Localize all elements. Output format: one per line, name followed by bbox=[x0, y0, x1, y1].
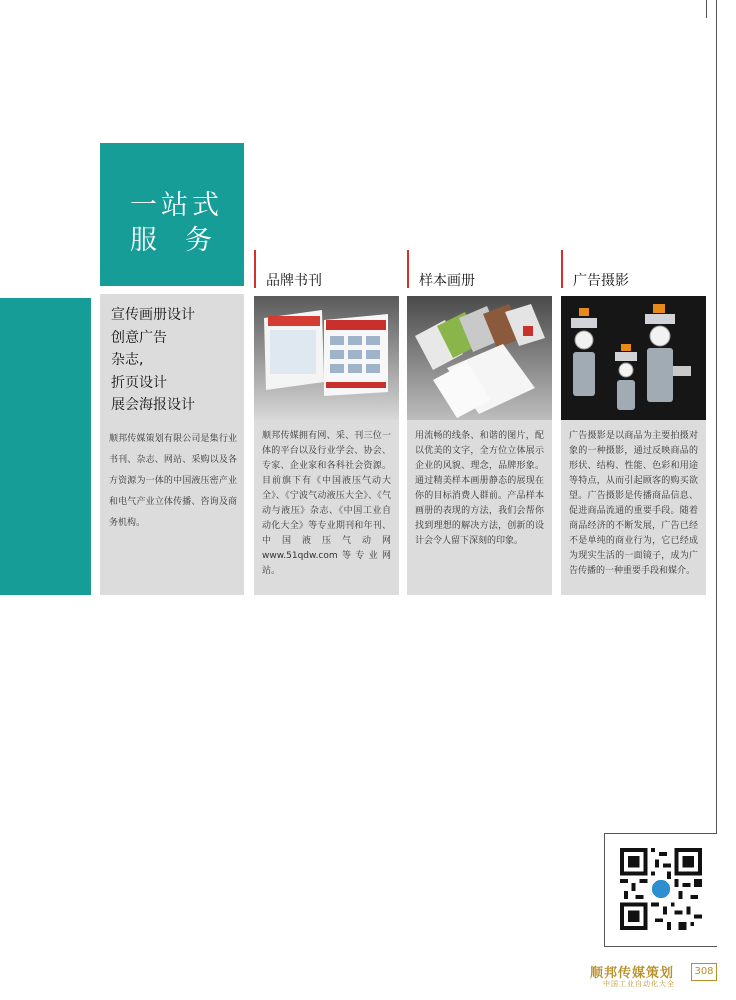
column-label: 品牌书刊 bbox=[266, 273, 322, 289]
card-text: 用流畅的线条、和谐的图片，配以优美的文字，全方位立体展示企业的风貌、理念，品牌形象。通过精美样本画册静态的展现在你的目标消费人群前。产品样本画册的表现的方法，我们会帮你找到理想的解决方法，创新的设计会令人留下深刻的印象。 bbox=[415, 431, 544, 546]
card-text: 广告摄影是以商品为主要拍摄对象的一种摄影，通过反映商品的形状、结构、性能、色彩和用途等特点，从而引起顾客的购买欲望。广告摄影是传播商品信息、促进商品流通的重要手段。随着商品经济的不断发展，广告已经不是单纯的商业行为，它已经成为现实生活的一面镜子，成为广告传播的一种重要手段和媒介。 bbox=[569, 431, 698, 576]
intro-column bbox=[100, 294, 244, 595]
service-item: 宣传画册设计 bbox=[111, 307, 195, 323]
title-line-1: 一站式 bbox=[130, 190, 223, 221]
service-item: 杂志, bbox=[111, 352, 144, 368]
header-accent-bar bbox=[561, 250, 563, 288]
brand-books-photo bbox=[254, 296, 399, 420]
column-header-sample-brochure bbox=[407, 250, 552, 290]
ad-photography-photo bbox=[561, 296, 706, 420]
footer-subtitle: 中国工业自动化大全 bbox=[603, 980, 675, 988]
column-header-ad-photography bbox=[561, 250, 706, 290]
card-sample-brochure bbox=[407, 296, 552, 595]
service-item: 创意广告 bbox=[111, 329, 167, 346]
sample-brochure-photo bbox=[407, 296, 552, 420]
service-item: 折页设计 bbox=[111, 374, 167, 391]
page-number: 308 bbox=[691, 963, 717, 981]
qr-code-box bbox=[604, 833, 717, 947]
card-ad-photography bbox=[561, 296, 706, 595]
column-label: 广告摄影 bbox=[573, 273, 629, 289]
card-brand-books bbox=[254, 296, 399, 595]
title-box bbox=[100, 143, 244, 286]
intro-text: 顺邦传媒策划有限公司是集行业书刊、杂志、网站、采购以及各方资源为一体的中国液压密产业和电气产业立体传播、咨询及商务机构。 bbox=[109, 434, 237, 528]
footer-brand: 顺邦传媒策划 bbox=[590, 966, 675, 981]
column-label: 样本画册 bbox=[419, 273, 475, 289]
service-item: 展会海报设计 bbox=[111, 397, 195, 413]
page-frame-top bbox=[706, 0, 707, 18]
title-line-2: 服务 bbox=[130, 225, 240, 256]
page-frame-right bbox=[716, 0, 717, 944]
left-accent-band bbox=[0, 298, 91, 595]
header-accent-bar bbox=[254, 250, 256, 288]
service-list bbox=[111, 304, 195, 417]
card-text: 顺邦传媒拥有网、采、刊三位一体的平台以及行业学会、协会、专家、企业家和各科社会资源。目前旗下有《中国液压气动大全》、《宁波气动液压大全》、《气动与液压》杂志、《中国工业自动化大全》等专业期刊和年刊、中国液压气动网www.51qdw.com等专业网站。 bbox=[262, 431, 391, 576]
qr-code bbox=[620, 848, 702, 930]
column-header-brand-books bbox=[254, 250, 399, 290]
header-accent-bar bbox=[407, 250, 409, 288]
